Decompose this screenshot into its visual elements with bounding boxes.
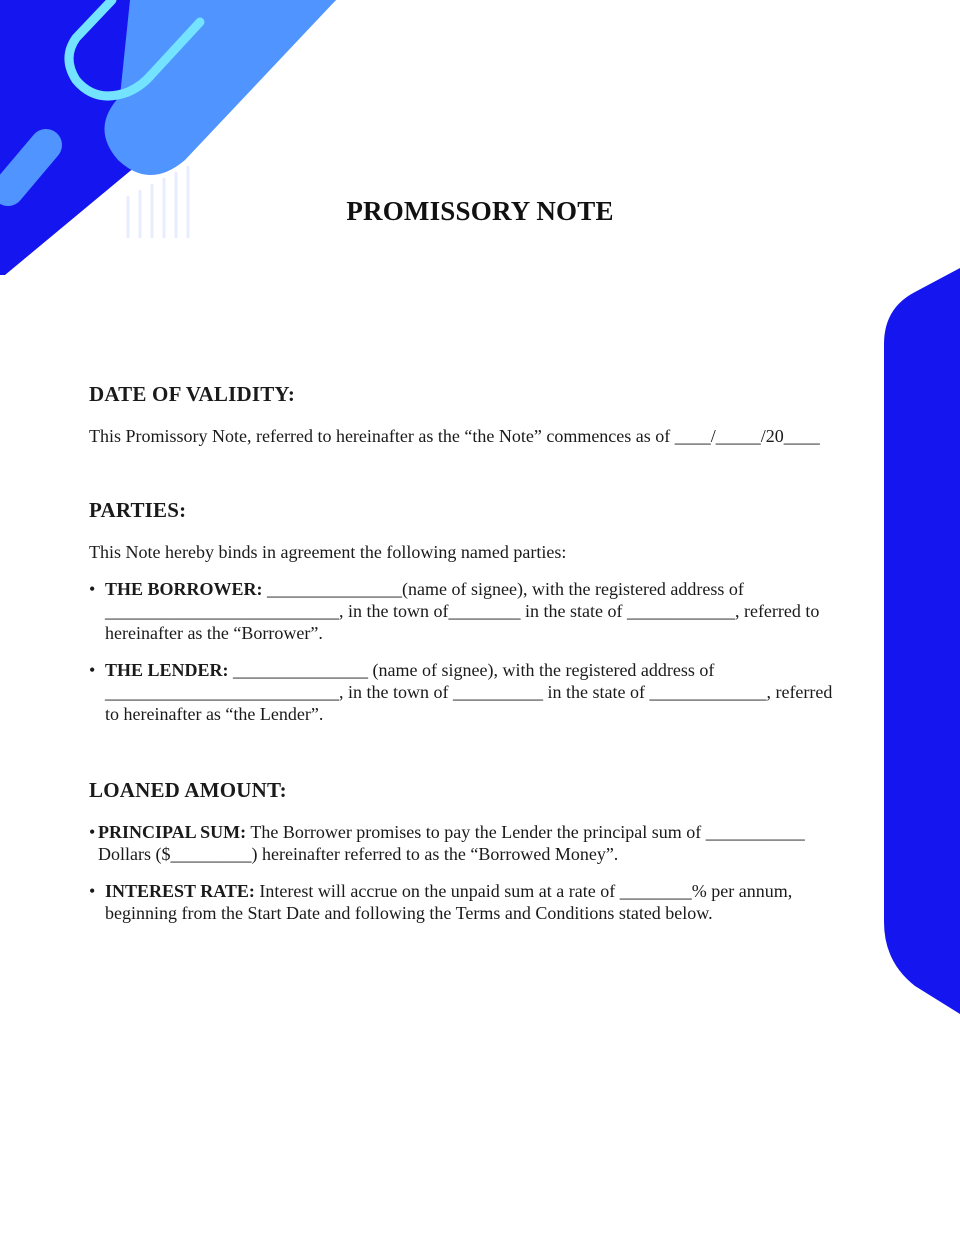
principal-label: PRINCIPAL SUM: bbox=[98, 822, 247, 842]
interest-line-1 bbox=[105, 880, 879, 902]
top-left-blue-triangle bbox=[0, 0, 336, 275]
lender-label: THE LENDER: bbox=[105, 660, 229, 680]
lender-bullet: • bbox=[89, 660, 96, 680]
borrower-bullet: • bbox=[89, 579, 96, 599]
top-left-light-blue-band bbox=[104, 0, 336, 175]
lender-line-1 bbox=[105, 659, 879, 681]
principal-item bbox=[89, 821, 879, 865]
interest-item bbox=[89, 880, 879, 924]
parties-heading: PARTIES: bbox=[89, 498, 187, 522]
principal-line-2: Dollars ($_________) hereinafter referred to as the “Borrowed Money”. bbox=[98, 844, 619, 864]
right-side-blue-band bbox=[884, 268, 960, 1014]
borrower-line-1-text: _______________(name of signee), with the registered address of bbox=[262, 579, 744, 599]
lender-item bbox=[89, 659, 879, 725]
validity-text: This Promissory Note, referred to hereinafter as the “the Note” commences as of ____/_____/20____ bbox=[89, 426, 820, 446]
principal-bullet: • bbox=[89, 822, 96, 842]
interest-line-1-text: Interest will accrue on the unpaid sum at a rate of ________% per annum, bbox=[254, 881, 793, 901]
parties-intro: This Note hereby binds in agreement the following named parties: bbox=[89, 542, 567, 562]
loan-heading: LOANED AMOUNT: bbox=[89, 778, 287, 802]
validity-heading: DATE OF VALIDITY: bbox=[89, 382, 296, 406]
borrower-line-2: __________________________, in the town of________ in the state of ____________, referred to bbox=[105, 601, 820, 621]
lender-line-1-text: _______________ (name of signee), with the registered address of bbox=[228, 660, 715, 680]
parties-section bbox=[89, 496, 879, 725]
principal-line-1-text: The Borrower promises to pay the Lender the principal sum of ___________ bbox=[246, 822, 805, 842]
lender-line-3: to hereinafter as “the Lender”. bbox=[105, 704, 324, 724]
principal-line-1 bbox=[98, 821, 879, 843]
loan-section bbox=[89, 776, 879, 924]
interest-label: INTEREST RATE: bbox=[105, 881, 255, 901]
top-left-cyan-outline bbox=[69, 0, 200, 96]
document-title: PROMISSORY NOTE bbox=[346, 196, 614, 226]
validity-section bbox=[89, 380, 879, 447]
borrower-line-1 bbox=[105, 578, 879, 600]
lender-line-2: __________________________, in the town of __________ in the state of _____________, referred bbox=[105, 682, 833, 702]
top-left-small-pill bbox=[8, 145, 46, 190]
interest-line-2: beginning from the Start Date and following the Terms and Conditions stated below. bbox=[105, 903, 713, 923]
borrower-label: THE BORROWER: bbox=[105, 579, 263, 599]
document-body bbox=[89, 380, 879, 923]
borrower-item bbox=[89, 578, 879, 644]
borrower-line-3: hereinafter as the “Borrower”. bbox=[105, 623, 323, 643]
interest-bullet: • bbox=[89, 881, 96, 901]
